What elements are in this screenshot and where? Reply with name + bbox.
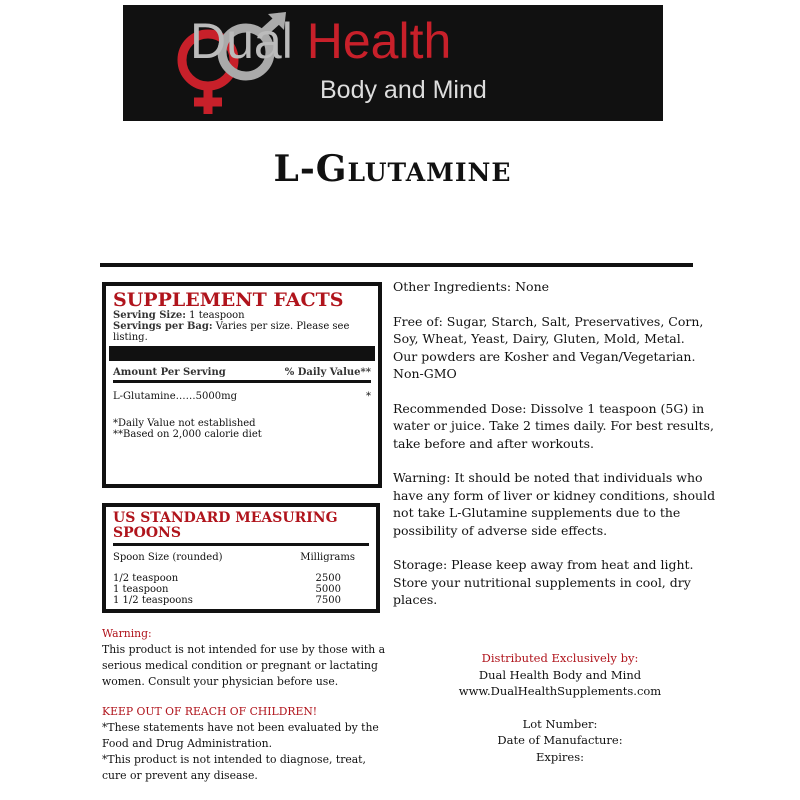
divider: [113, 543, 369, 546]
spoons-heading: US STANDARD MEASURING SPOONS: [113, 510, 338, 541]
manufacture-date: Date of Manufacture:: [497, 733, 623, 747]
supplement-facts-panel: [102, 282, 382, 488]
recommended-dose: Recommended Dose: Dissolve 1 teaspoon (5G) in water or juice. Take 2 times daily. For best results, take before and after workouts.: [393, 400, 714, 451]
non-gmo: Non-GMO: [393, 366, 457, 381]
brand-name: Dual Health: [190, 13, 452, 69]
spoon-size: 1 teaspoon: [113, 584, 169, 595]
kosher: Our powders are Kosher and Vegan/Vegetarian.: [393, 348, 696, 364]
product-title: L-Glutamine: [273, 148, 512, 190]
divider: [100, 263, 693, 267]
other-ingredients: Other Ingredients: None: [393, 279, 550, 294]
measuring-spoons-panel: [102, 503, 380, 613]
servings-label: Servings per Bag:: [113, 321, 213, 332]
lot-number: Lot Number:: [522, 716, 598, 731]
free-of: Free of: Sugar, Starch, Salt, Preservatives, Corn, Soy, Wheat, Yeast, Dairy, Gluten, Mold, Metal.: [393, 313, 704, 346]
distributor-label: Distributed Exclusively by:: [481, 651, 639, 665]
warning: Warning: It should be noted that individuals who have any form of liver or kidney conditions, should not take L-Glutamine supplements due to the possibility of adverse side effects.: [393, 470, 716, 538]
storage: Storage: Please keep away from heat and light. Store your nutritional supplements in cool, dry places.: [393, 557, 694, 607]
warning-text: This product is not intended for use by those with a serious medical condition or pregnant or lactating women. Consult your physician before use.: [102, 643, 386, 688]
fda-statement: *These statements have not been evaluated by the Food and Drug Administration.: [102, 721, 379, 750]
milligrams: 2500: [315, 573, 341, 584]
distributor-url: www.DualHealthSupplements.com: [458, 684, 662, 698]
facts-heading: SUPPLEMENT FACTS: [113, 289, 344, 311]
footnote: **Based on 2,000 calorie diet: [113, 429, 262, 440]
divider: [113, 380, 371, 383]
black-bar: [109, 346, 375, 361]
distributor: [400, 650, 720, 765]
spoon-size: 1/2 teaspoon: [113, 573, 179, 584]
ingredient-dv: *: [366, 391, 371, 402]
table-row: [113, 595, 369, 606]
dv-header: % Daily Value**: [284, 367, 371, 378]
keep-out-label: KEEP OUT OF REACH OF CHILDREN!: [102, 705, 318, 718]
col-header: Spoon Size (rounded): [113, 552, 223, 563]
milligrams: 7500: [315, 595, 341, 606]
ingredient: L-Glutamine……5000mg: [113, 391, 237, 402]
table-row: [113, 584, 369, 595]
servings: Varies per size. Please see listing.: [113, 321, 350, 343]
distributor-company: Dual Health Body and Mind: [478, 667, 642, 682]
serving-size-label: Serving Size:: [113, 310, 186, 321]
amount-header: Amount Per Serving: [113, 367, 226, 378]
col-header: Milligrams: [300, 552, 355, 563]
spoon-size: 1 1/2 teaspoons: [113, 595, 193, 606]
warnings: [102, 626, 387, 784]
footnote: *Daily Value not established: [113, 418, 256, 429]
fda-statement: *This product is not intended to diagnose, treat, cure or prevent any disease.: [102, 753, 366, 782]
serving-size: 1 teaspoon: [189, 310, 245, 321]
milligrams: 5000: [315, 584, 341, 595]
expires: Expires:: [536, 749, 584, 764]
warning-label: Warning:: [102, 627, 152, 640]
brand-tagline: Body and Mind: [320, 76, 487, 104]
product-info: [393, 278, 723, 626]
table-row: [113, 573, 369, 584]
